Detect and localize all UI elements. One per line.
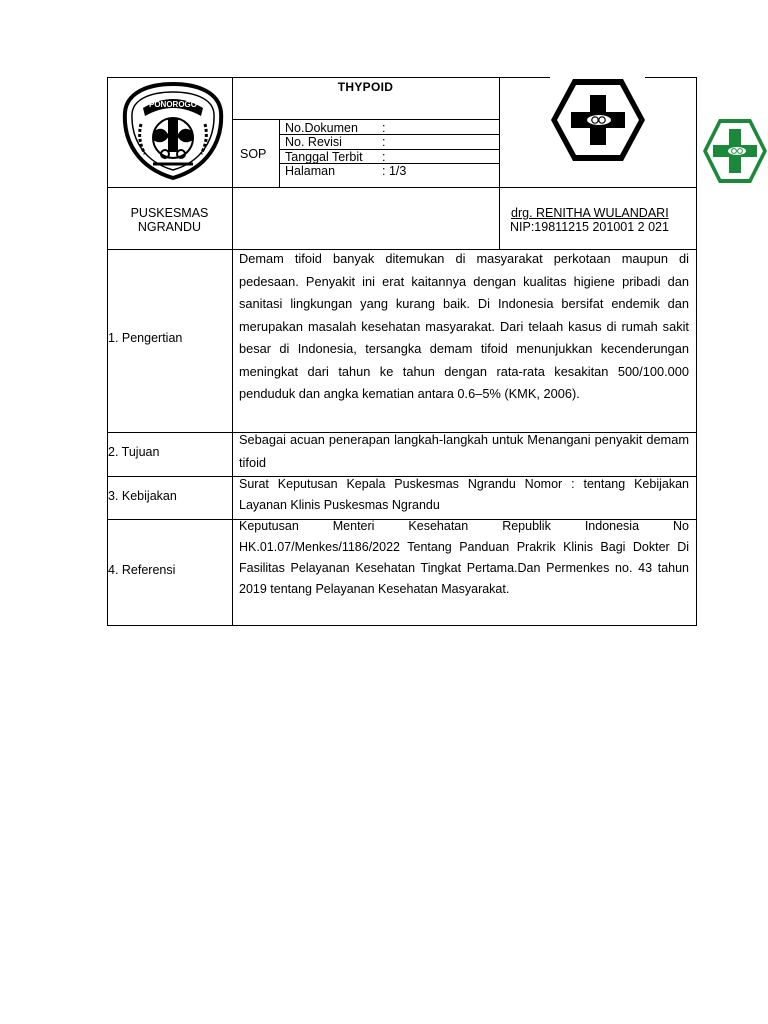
- sop-label: SOP: [240, 147, 267, 161]
- regency-seal-icon: [119, 80, 227, 182]
- meta-label-halaman: Halaman: [285, 164, 336, 178]
- signer-name: drg. RENITHA WULANDARI: [511, 206, 669, 220]
- meta-value-halaman: : 1/3: [382, 164, 407, 178]
- org-name-line2: NGRANDU: [137, 220, 202, 234]
- table-border-top-left: [107, 77, 550, 78]
- org-name-line1: PUSKESMAS: [130, 206, 209, 220]
- header-title-divider: [232, 119, 499, 120]
- meta-label-no-revisi: No. Revisi: [285, 135, 342, 149]
- section-text: Surat Keputusan Kepala Puskesmas Ngrandu Nomor : tentang Kebijakan Layanan Klinis Puskesmas Ngrandu: [239, 477, 689, 512]
- meta-label-tanggal-terbit: Tanggal Terbit: [285, 150, 363, 164]
- table-row-divider: [107, 187, 697, 188]
- section-label: 2. Tujuan: [108, 445, 160, 459]
- section-text: Demam tifoid banyak ditemukan di masyarakat perkotaan maupun di pedesaan. Penyakit ini erat kaitannya dengan kualitas higiene pribadi dan sanitasi lingkungan yang kurang baik. Di Indonesia bersifat endemik dan merupakan masalah kesehatan masyarakat. Dari telaah kasus di rumah sakit besar di Indonesia, tersangka demam tifoid menunjukkan kecenderungan meningkat dari tahun ke tahun dengan rata-rata kesakitan 500/100.000 penduduk dan angka kematian antara 0.6–5% (KMK, 2006).: [239, 251, 689, 401]
- sop-column-divider: [279, 119, 280, 188]
- meta-value-no-revisi: :: [382, 135, 386, 149]
- table-column-divider: [499, 77, 500, 250]
- section-label: 4. Referensi: [108, 563, 176, 577]
- section-text: Keputusan Menteri Kesehatan Republik Indonesia No HK.01.07/Menkes/1186/2022 Tentang Panduan Prakrik Klinis Bagi Dokter Di Fasilitas Pelayanan Kesehatan Tingkat Pertama.Dan Permenkes no. 43 tahun 2019 tentang Pelayanan Kesehatan Masyarakat.: [239, 519, 689, 596]
- section-label: 1. Pengertian: [108, 331, 183, 345]
- meta-value-no-dokumen: :: [382, 121, 386, 135]
- meta-label-no-dokumen: No.Dokumen: [285, 121, 358, 135]
- table-column-divider: [232, 77, 233, 626]
- table-border-right: [696, 77, 697, 626]
- svg-text:PONOROGO: PONOROGO: [148, 100, 198, 109]
- meta-value-tanggal-terbit: :: [382, 150, 386, 164]
- section-text: Sebagai acuan penerapan langkah-langkah untuk Menangani penyakit demam tifoid: [239, 432, 689, 470]
- section-label: 3. Kebijakan: [108, 489, 177, 503]
- puskesmas-logo-green-icon: [701, 117, 768, 186]
- signer-nip: NIP:19811215 201001 2 021: [510, 220, 669, 234]
- table-border-bottom: [107, 625, 697, 626]
- table-border-top-right: [645, 77, 697, 78]
- table-border-left: [107, 77, 108, 626]
- puskesmas-logo-icon: [549, 77, 647, 163]
- document-title: THYPOID: [337, 80, 394, 94]
